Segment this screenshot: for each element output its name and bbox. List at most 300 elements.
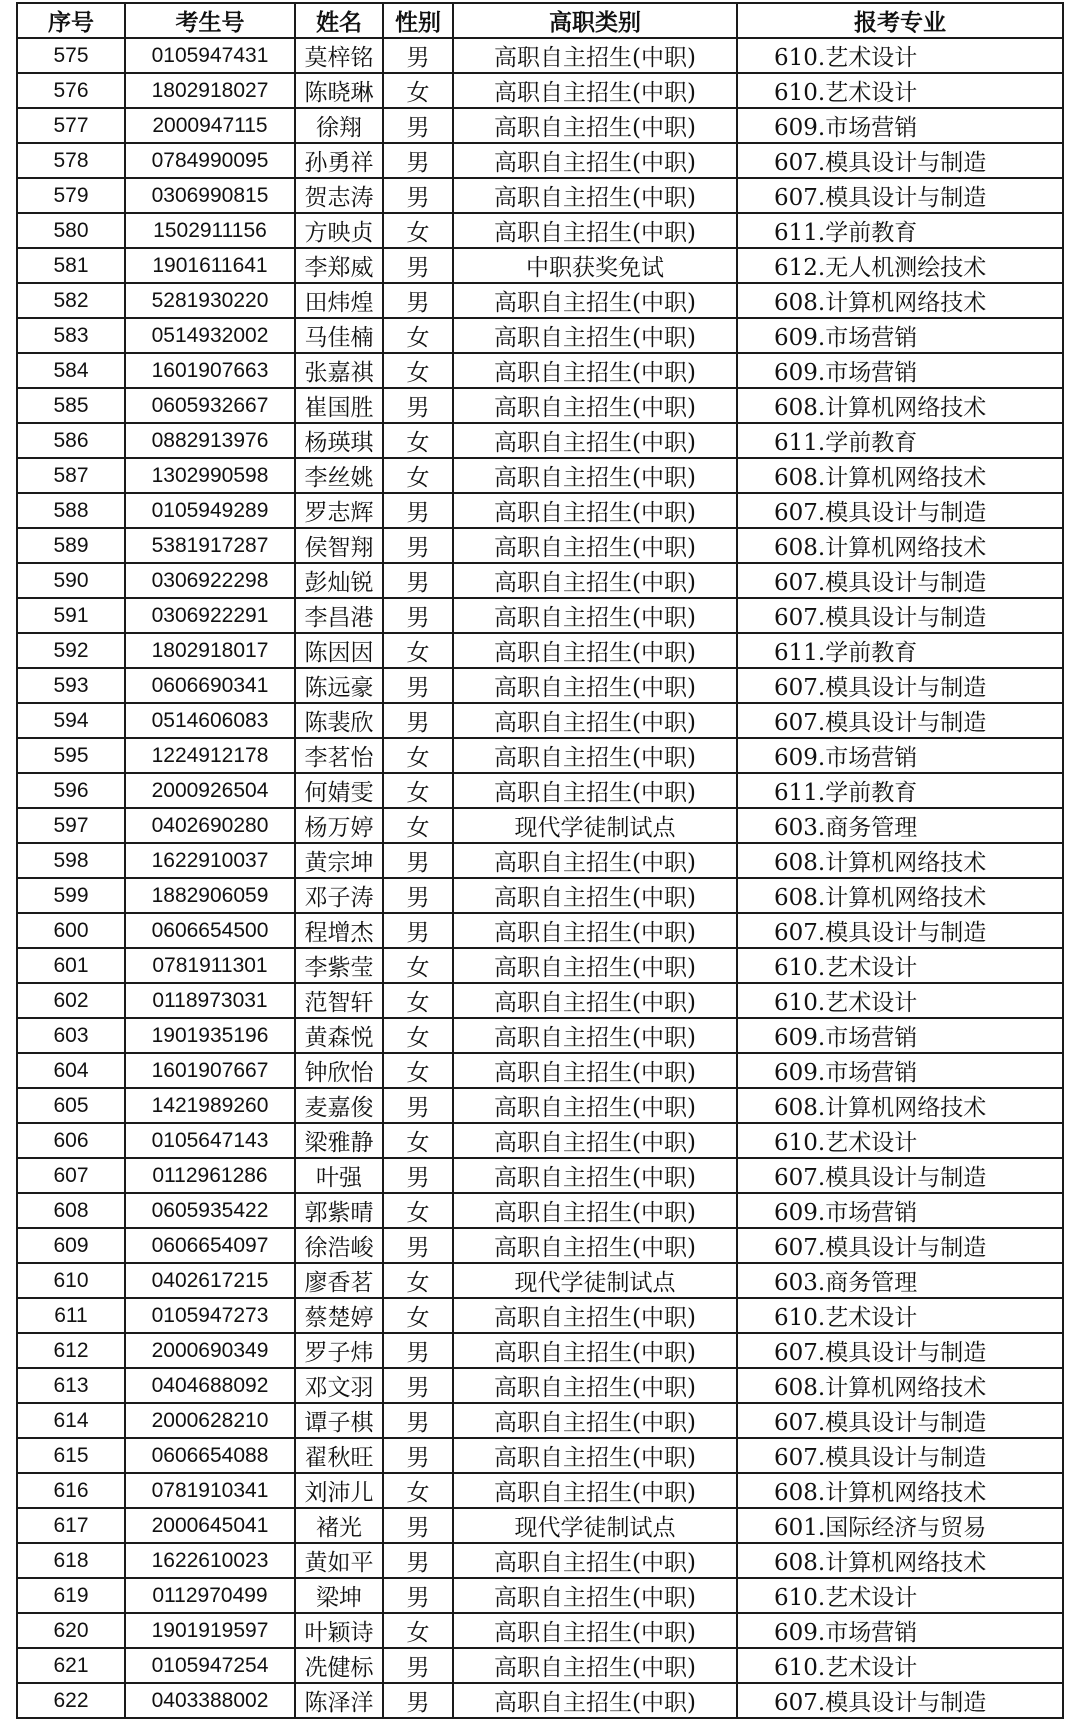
table-row <box>17 283 1063 318</box>
cell-category: 高职自主招生(中职) <box>453 843 737 878</box>
table-row <box>17 1508 1063 1543</box>
cell-name: 蔡楚婷 <box>295 1298 383 1333</box>
cell-exam-id: 0402690280 <box>125 808 295 843</box>
cell-name: 马佳楠 <box>295 318 383 353</box>
cell-name: 莫梓铭 <box>295 38 383 73</box>
cell-exam-id: 0606690341 <box>125 668 295 703</box>
cell-exam-id: 2000628210 <box>125 1403 295 1438</box>
table-row <box>17 1018 1063 1053</box>
cell-name: 杨瑛琪 <box>295 423 383 458</box>
cell-major: 608.计算机网络技术 <box>737 283 1063 318</box>
cell-major: 601.国际经济与贸易 <box>737 1508 1063 1543</box>
cell-seq: 613 <box>17 1368 125 1403</box>
cell-name: 程增杰 <box>295 913 383 948</box>
cell-gender: 男 <box>383 1088 453 1123</box>
cell-exam-id: 5281930220 <box>125 283 295 318</box>
cell-name: 罗子炜 <box>295 1333 383 1368</box>
cell-seq: 594 <box>17 703 125 738</box>
cell-gender: 女 <box>383 738 453 773</box>
table-row <box>17 1648 1063 1683</box>
cell-gender: 女 <box>383 73 453 108</box>
table-row <box>17 1403 1063 1438</box>
cell-major: 608.计算机网络技术 <box>737 388 1063 423</box>
cell-category: 高职自主招生(中职) <box>453 598 737 633</box>
cell-gender: 女 <box>383 983 453 1018</box>
cell-category: 高职自主招生(中职) <box>453 703 737 738</box>
cell-seq: 580 <box>17 213 125 248</box>
cell-seq: 599 <box>17 878 125 913</box>
table-row <box>17 773 1063 808</box>
cell-name: 张嘉祺 <box>295 353 383 388</box>
cell-category: 高职自主招生(中职) <box>453 1088 737 1123</box>
cell-major: 608.计算机网络技术 <box>737 1543 1063 1578</box>
cell-name: 钟欣怡 <box>295 1053 383 1088</box>
cell-gender: 男 <box>383 1333 453 1368</box>
cell-major: 608.计算机网络技术 <box>737 1368 1063 1403</box>
cell-exam-id: 1601907667 <box>125 1053 295 1088</box>
table-row <box>17 1543 1063 1578</box>
cell-gender: 男 <box>383 1438 453 1473</box>
cell-category: 高职自主招生(中职) <box>453 878 737 913</box>
cell-category: 高职自主招生(中职) <box>453 108 737 143</box>
cell-major: 609.市场营销 <box>737 108 1063 143</box>
cell-gender: 男 <box>383 1543 453 1578</box>
cell-name: 梁坤 <box>295 1578 383 1613</box>
cell-gender: 女 <box>383 948 453 983</box>
cell-major: 607.模具设计与制造 <box>737 143 1063 178</box>
cell-name: 邓子涛 <box>295 878 383 913</box>
header-exam-id: 考生号 <box>125 3 295 38</box>
cell-gender: 男 <box>383 108 453 143</box>
cell-name: 廖香茗 <box>295 1263 383 1298</box>
cell-major: 609.市场营销 <box>737 1018 1063 1053</box>
cell-category: 高职自主招生(中职) <box>453 1438 737 1473</box>
table-row <box>17 598 1063 633</box>
table-row <box>17 1298 1063 1333</box>
cell-gender: 女 <box>383 1613 453 1648</box>
cell-category: 高职自主招生(中职) <box>453 1158 737 1193</box>
cell-name: 孙勇祥 <box>295 143 383 178</box>
cell-category: 现代学徒制试点 <box>453 808 737 843</box>
cell-seq: 607 <box>17 1158 125 1193</box>
cell-name: 叶强 <box>295 1158 383 1193</box>
cell-seq: 585 <box>17 388 125 423</box>
header-major: 报考专业 <box>737 3 1063 38</box>
cell-seq: 577 <box>17 108 125 143</box>
cell-major: 609.市场营销 <box>737 1053 1063 1088</box>
cell-category: 高职自主招生(中职) <box>453 1298 737 1333</box>
cell-gender: 男 <box>383 38 453 73</box>
cell-seq: 602 <box>17 983 125 1018</box>
cell-category: 高职自主招生(中职) <box>453 458 737 493</box>
cell-major: 607.模具设计与制造 <box>737 703 1063 738</box>
cell-exam-id: 0105947273 <box>125 1298 295 1333</box>
cell-major: 611.学前教育 <box>737 423 1063 458</box>
cell-seq: 601 <box>17 948 125 983</box>
table-row <box>17 878 1063 913</box>
cell-seq: 609 <box>17 1228 125 1263</box>
cell-name: 褚光 <box>295 1508 383 1543</box>
cell-major: 610.艺术设计 <box>737 73 1063 108</box>
cell-gender: 男 <box>383 1158 453 1193</box>
table-row <box>17 808 1063 843</box>
cell-category: 高职自主招生(中职) <box>453 1053 737 1088</box>
table-row <box>17 1053 1063 1088</box>
cell-category: 高职自主招生(中职) <box>453 1578 737 1613</box>
cell-seq: 578 <box>17 143 125 178</box>
cell-seq: 618 <box>17 1543 125 1578</box>
cell-name: 李丝姚 <box>295 458 383 493</box>
table-row <box>17 1193 1063 1228</box>
table-row <box>17 143 1063 178</box>
cell-name: 黄宗坤 <box>295 843 383 878</box>
cell-major: 611.学前教育 <box>737 773 1063 808</box>
cell-gender: 女 <box>383 1193 453 1228</box>
cell-exam-id: 0306990815 <box>125 178 295 213</box>
table-row <box>17 948 1063 983</box>
cell-name: 杨万婷 <box>295 808 383 843</box>
cell-category: 高职自主招生(中职) <box>453 563 737 598</box>
cell-gender: 男 <box>383 528 453 563</box>
cell-major: 612.无人机测绘技术 <box>737 248 1063 283</box>
cell-major: 607.模具设计与制造 <box>737 1333 1063 1368</box>
cell-seq: 584 <box>17 353 125 388</box>
cell-exam-id: 0105947431 <box>125 38 295 73</box>
table-row <box>17 213 1063 248</box>
table-row <box>17 1578 1063 1613</box>
cell-seq: 581 <box>17 248 125 283</box>
cell-gender: 女 <box>383 773 453 808</box>
cell-major: 610.艺术设计 <box>737 948 1063 983</box>
cell-name: 黄如平 <box>295 1543 383 1578</box>
cell-category: 高职自主招生(中职) <box>453 1333 737 1368</box>
cell-exam-id: 0105949289 <box>125 493 295 528</box>
table-row <box>17 458 1063 493</box>
cell-exam-id: 1901611641 <box>125 248 295 283</box>
table-row <box>17 423 1063 458</box>
header-seq: 序号 <box>17 3 125 38</box>
cell-category: 高职自主招生(中职) <box>453 1473 737 1508</box>
cell-gender: 女 <box>383 1018 453 1053</box>
cell-category: 高职自主招生(中职) <box>453 353 737 388</box>
cell-gender: 女 <box>383 633 453 668</box>
cell-exam-id: 2000645041 <box>125 1508 295 1543</box>
cell-gender: 男 <box>383 668 453 703</box>
cell-exam-id: 0306922291 <box>125 598 295 633</box>
cell-seq: 610 <box>17 1263 125 1298</box>
table-row <box>17 493 1063 528</box>
cell-major: 609.市场营销 <box>737 353 1063 388</box>
cell-gender: 女 <box>383 1123 453 1158</box>
cell-seq: 598 <box>17 843 125 878</box>
cell-seq: 593 <box>17 668 125 703</box>
cell-exam-id: 1302990598 <box>125 458 295 493</box>
cell-gender: 女 <box>383 423 453 458</box>
cell-category: 高职自主招生(中职) <box>453 38 737 73</box>
cell-name: 刘沛儿 <box>295 1473 383 1508</box>
cell-exam-id: 0402617215 <box>125 1263 295 1298</box>
table-row <box>17 38 1063 73</box>
cell-exam-id: 1901935196 <box>125 1018 295 1053</box>
cell-gender: 男 <box>383 1368 453 1403</box>
cell-category: 高职自主招生(中职) <box>453 1018 737 1053</box>
cell-gender: 男 <box>383 1578 453 1613</box>
table-row <box>17 1683 1063 1718</box>
cell-gender: 男 <box>383 878 453 913</box>
table-row <box>17 703 1063 738</box>
table-row <box>17 983 1063 1018</box>
cell-major: 608.计算机网络技术 <box>737 1088 1063 1123</box>
cell-exam-id: 0112970499 <box>125 1578 295 1613</box>
cell-name: 李紫莹 <box>295 948 383 983</box>
cell-seq: 590 <box>17 563 125 598</box>
cell-gender: 男 <box>383 248 453 283</box>
cell-seq: 619 <box>17 1578 125 1613</box>
cell-name: 罗志辉 <box>295 493 383 528</box>
cell-major: 609.市场营销 <box>737 1193 1063 1228</box>
cell-category: 高职自主招生(中职) <box>453 773 737 808</box>
cell-category: 高职自主招生(中职) <box>453 983 737 1018</box>
cell-gender: 女 <box>383 1298 453 1333</box>
cell-name: 麦嘉俊 <box>295 1088 383 1123</box>
cell-exam-id: 5381917287 <box>125 528 295 563</box>
cell-major: 607.模具设计与制造 <box>737 563 1063 598</box>
table-row <box>17 738 1063 773</box>
cell-exam-id: 0118973031 <box>125 983 295 1018</box>
cell-major: 608.计算机网络技术 <box>737 528 1063 563</box>
cell-category: 高职自主招生(中职) <box>453 1368 737 1403</box>
cell-name: 谭子棋 <box>295 1403 383 1438</box>
cell-seq: 587 <box>17 458 125 493</box>
cell-category: 高职自主招生(中职) <box>453 1193 737 1228</box>
cell-major: 607.模具设计与制造 <box>737 1403 1063 1438</box>
cell-name: 李昌港 <box>295 598 383 633</box>
cell-seq: 600 <box>17 913 125 948</box>
cell-exam-id: 0105647143 <box>125 1123 295 1158</box>
cell-major: 608.计算机网络技术 <box>737 458 1063 493</box>
cell-major: 607.模具设计与制造 <box>737 178 1063 213</box>
cell-exam-id: 0882913976 <box>125 423 295 458</box>
cell-gender: 女 <box>383 458 453 493</box>
cell-category: 高职自主招生(中职) <box>453 1403 737 1438</box>
cell-major: 609.市场营销 <box>737 318 1063 353</box>
cell-major: 608.计算机网络技术 <box>737 1473 1063 1508</box>
cell-exam-id: 1901919597 <box>125 1613 295 1648</box>
cell-exam-id: 0306922298 <box>125 563 295 598</box>
cell-seq: 621 <box>17 1648 125 1683</box>
cell-name: 徐翔 <box>295 108 383 143</box>
cell-category: 高职自主招生(中职) <box>453 948 737 983</box>
cell-name: 方映贞 <box>295 213 383 248</box>
table-row <box>17 1368 1063 1403</box>
cell-seq: 591 <box>17 598 125 633</box>
table-row <box>17 633 1063 668</box>
cell-major: 607.模具设计与制造 <box>737 1228 1063 1263</box>
cell-exam-id: 0404688092 <box>125 1368 295 1403</box>
cell-seq: 592 <box>17 633 125 668</box>
table-row <box>17 353 1063 388</box>
cell-major: 607.模具设计与制造 <box>737 668 1063 703</box>
cell-category: 高职自主招生(中职) <box>453 318 737 353</box>
cell-name: 崔国胜 <box>295 388 383 423</box>
cell-name: 李郑威 <box>295 248 383 283</box>
cell-major: 610.艺术设计 <box>737 1648 1063 1683</box>
cell-category: 高职自主招生(中职) <box>453 528 737 563</box>
cell-category: 高职自主招生(中职) <box>453 388 737 423</box>
cell-seq: 616 <box>17 1473 125 1508</box>
cell-name: 陈泽洋 <box>295 1683 383 1718</box>
cell-seq: 622 <box>17 1683 125 1718</box>
cell-exam-id: 1601907663 <box>125 353 295 388</box>
cell-major: 608.计算机网络技术 <box>737 843 1063 878</box>
cell-seq: 608 <box>17 1193 125 1228</box>
cell-major: 603.商务管理 <box>737 808 1063 843</box>
cell-gender: 男 <box>383 493 453 528</box>
cell-exam-id: 0606654097 <box>125 1228 295 1263</box>
cell-gender: 男 <box>383 388 453 423</box>
cell-seq: 595 <box>17 738 125 773</box>
table-row <box>17 1263 1063 1298</box>
cell-exam-id: 1421989260 <box>125 1088 295 1123</box>
cell-name: 范智轩 <box>295 983 383 1018</box>
cell-gender: 男 <box>383 843 453 878</box>
cell-name: 贺志涛 <box>295 178 383 213</box>
cell-exam-id: 0781911301 <box>125 948 295 983</box>
admission-table <box>16 2 1064 1719</box>
cell-gender: 女 <box>383 353 453 388</box>
cell-seq: 575 <box>17 38 125 73</box>
table-row <box>17 668 1063 703</box>
table-row <box>17 73 1063 108</box>
cell-major: 611.学前教育 <box>737 213 1063 248</box>
table-row <box>17 1473 1063 1508</box>
table-row <box>17 528 1063 563</box>
cell-seq: 617 <box>17 1508 125 1543</box>
table-row <box>17 248 1063 283</box>
cell-category: 高职自主招生(中职) <box>453 738 737 773</box>
cell-seq: 612 <box>17 1333 125 1368</box>
header-gender: 性别 <box>383 3 453 38</box>
cell-name: 陈晓琳 <box>295 73 383 108</box>
cell-gender: 女 <box>383 1053 453 1088</box>
cell-exam-id: 0606654088 <box>125 1438 295 1473</box>
table-row <box>17 563 1063 598</box>
cell-name: 黄森悦 <box>295 1018 383 1053</box>
cell-seq: 583 <box>17 318 125 353</box>
cell-major: 607.模具设计与制造 <box>737 1683 1063 1718</box>
cell-exam-id: 2000926504 <box>125 773 295 808</box>
cell-name: 陈因因 <box>295 633 383 668</box>
header-name: 姓名 <box>295 3 383 38</box>
cell-name: 陈裴欣 <box>295 703 383 738</box>
cell-gender: 女 <box>383 1473 453 1508</box>
table-row <box>17 318 1063 353</box>
cell-seq: 603 <box>17 1018 125 1053</box>
cell-seq: 579 <box>17 178 125 213</box>
cell-category: 高职自主招生(中职) <box>453 1683 737 1718</box>
cell-name: 彭灿锐 <box>295 563 383 598</box>
header-row <box>17 3 1063 38</box>
cell-gender: 女 <box>383 808 453 843</box>
table-row <box>17 1088 1063 1123</box>
cell-category: 高职自主招生(中职) <box>453 1123 737 1158</box>
cell-exam-id: 1802918017 <box>125 633 295 668</box>
cell-category: 高职自主招生(中职) <box>453 143 737 178</box>
cell-gender: 男 <box>383 563 453 598</box>
cell-exam-id: 0784990095 <box>125 143 295 178</box>
cell-category: 现代学徒制试点 <box>453 1508 737 1543</box>
cell-gender: 男 <box>383 1683 453 1718</box>
cell-gender: 男 <box>383 143 453 178</box>
cell-gender: 男 <box>383 703 453 738</box>
cell-exam-id: 2000947115 <box>125 108 295 143</box>
cell-exam-id: 1882906059 <box>125 878 295 913</box>
cell-seq: 605 <box>17 1088 125 1123</box>
cell-category: 高职自主招生(中职) <box>453 913 737 948</box>
cell-gender: 女 <box>383 1263 453 1298</box>
cell-major: 607.模具设计与制造 <box>737 913 1063 948</box>
cell-major: 610.艺术设计 <box>737 1298 1063 1333</box>
cell-exam-id: 1622610023 <box>125 1543 295 1578</box>
cell-seq: 576 <box>17 73 125 108</box>
cell-name: 李茗怡 <box>295 738 383 773</box>
cell-major: 609.市场营销 <box>737 1613 1063 1648</box>
cell-exam-id: 0403388002 <box>125 1683 295 1718</box>
cell-name: 侯智翔 <box>295 528 383 563</box>
cell-major: 607.模具设计与制造 <box>737 1438 1063 1473</box>
cell-gender: 男 <box>383 178 453 213</box>
table-row <box>17 1123 1063 1158</box>
cell-name: 翟秋旺 <box>295 1438 383 1473</box>
cell-major: 611.学前教育 <box>737 633 1063 668</box>
cell-major: 610.艺术设计 <box>737 1578 1063 1613</box>
cell-seq: 586 <box>17 423 125 458</box>
cell-exam-id: 1622910037 <box>125 843 295 878</box>
cell-category: 高职自主招生(中职) <box>453 283 737 318</box>
cell-exam-id: 1502911156 <box>125 213 295 248</box>
cell-exam-id: 0105947254 <box>125 1648 295 1683</box>
cell-exam-id: 0605935422 <box>125 1193 295 1228</box>
cell-category: 现代学徒制试点 <box>453 1263 737 1298</box>
table-row <box>17 108 1063 143</box>
cell-gender: 男 <box>383 1648 453 1683</box>
cell-seq: 606 <box>17 1123 125 1158</box>
cell-seq: 582 <box>17 283 125 318</box>
cell-gender: 女 <box>383 213 453 248</box>
cell-gender: 男 <box>383 283 453 318</box>
cell-gender: 男 <box>383 913 453 948</box>
cell-seq: 588 <box>17 493 125 528</box>
cell-seq: 589 <box>17 528 125 563</box>
cell-gender: 女 <box>383 318 453 353</box>
table-row <box>17 178 1063 213</box>
cell-exam-id: 0112961286 <box>125 1158 295 1193</box>
table-row <box>17 1158 1063 1193</box>
cell-category: 高职自主招生(中职) <box>453 668 737 703</box>
cell-major: 610.艺术设计 <box>737 1123 1063 1158</box>
cell-exam-id: 0781910341 <box>125 1473 295 1508</box>
cell-name: 郭紫晴 <box>295 1193 383 1228</box>
cell-major: 607.模具设计与制造 <box>737 493 1063 528</box>
cell-seq: 611 <box>17 1298 125 1333</box>
table-row <box>17 1613 1063 1648</box>
cell-seq: 620 <box>17 1613 125 1648</box>
header-category: 高职类别 <box>453 3 737 38</box>
table-row <box>17 1438 1063 1473</box>
cell-seq: 596 <box>17 773 125 808</box>
cell-major: 610.艺术设计 <box>737 38 1063 73</box>
cell-category: 高职自主招生(中职) <box>453 493 737 528</box>
